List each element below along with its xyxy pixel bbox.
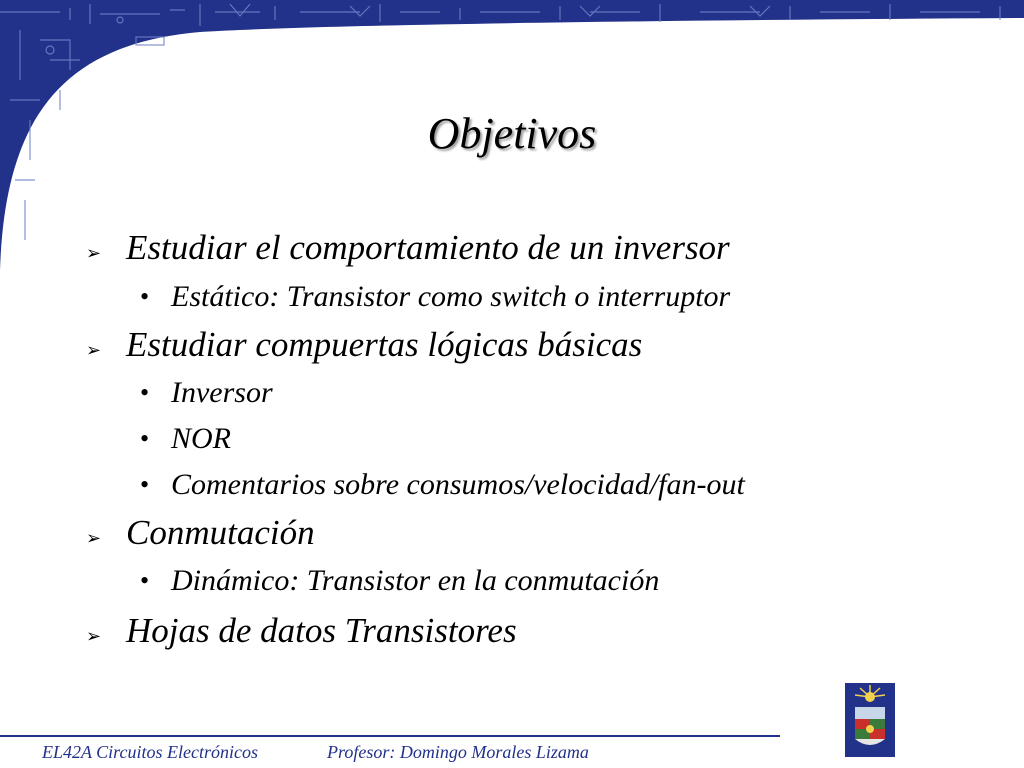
arrow-bullet-icon: ➢ (86, 528, 102, 548)
list-item: Estudiar el comportamiento de un inversor (126, 228, 730, 267)
footer-course: EL42A Circuitos Electrónicos (42, 742, 258, 762)
slide-title: Objetivos (427, 109, 597, 158)
list-item: Estudiar compuertas lógicas básicas (126, 325, 643, 364)
arrow-bullet-icon: ➢ (86, 340, 102, 360)
arrow-bullet-icon: ➢ (86, 626, 102, 646)
list-item: Dinámico: Transistor en la conmutación (171, 564, 660, 597)
dot-bullet-icon: • (140, 378, 150, 407)
dot-bullet-icon: • (140, 282, 150, 311)
footer-divider (0, 735, 780, 737)
dot-bullet-icon: • (140, 470, 150, 499)
list-item: NOR (171, 422, 231, 455)
list-item: Conmutación (126, 513, 315, 552)
list-item: Estático: Transistor como switch o interruptor (171, 280, 731, 313)
list-item: Comentarios sobre consumos/velocidad/fan-out (171, 468, 745, 501)
dot-bullet-icon: • (140, 566, 150, 595)
footer-professor: Profesor: Domingo Morales Lizama (327, 742, 589, 762)
arrow-bullet-icon: ➢ (86, 243, 102, 263)
list-item: Inversor (171, 376, 273, 409)
list-item: Hojas de datos Transistores (126, 611, 517, 650)
dot-bullet-icon: • (140, 424, 150, 453)
university-crest-logo (845, 683, 895, 757)
